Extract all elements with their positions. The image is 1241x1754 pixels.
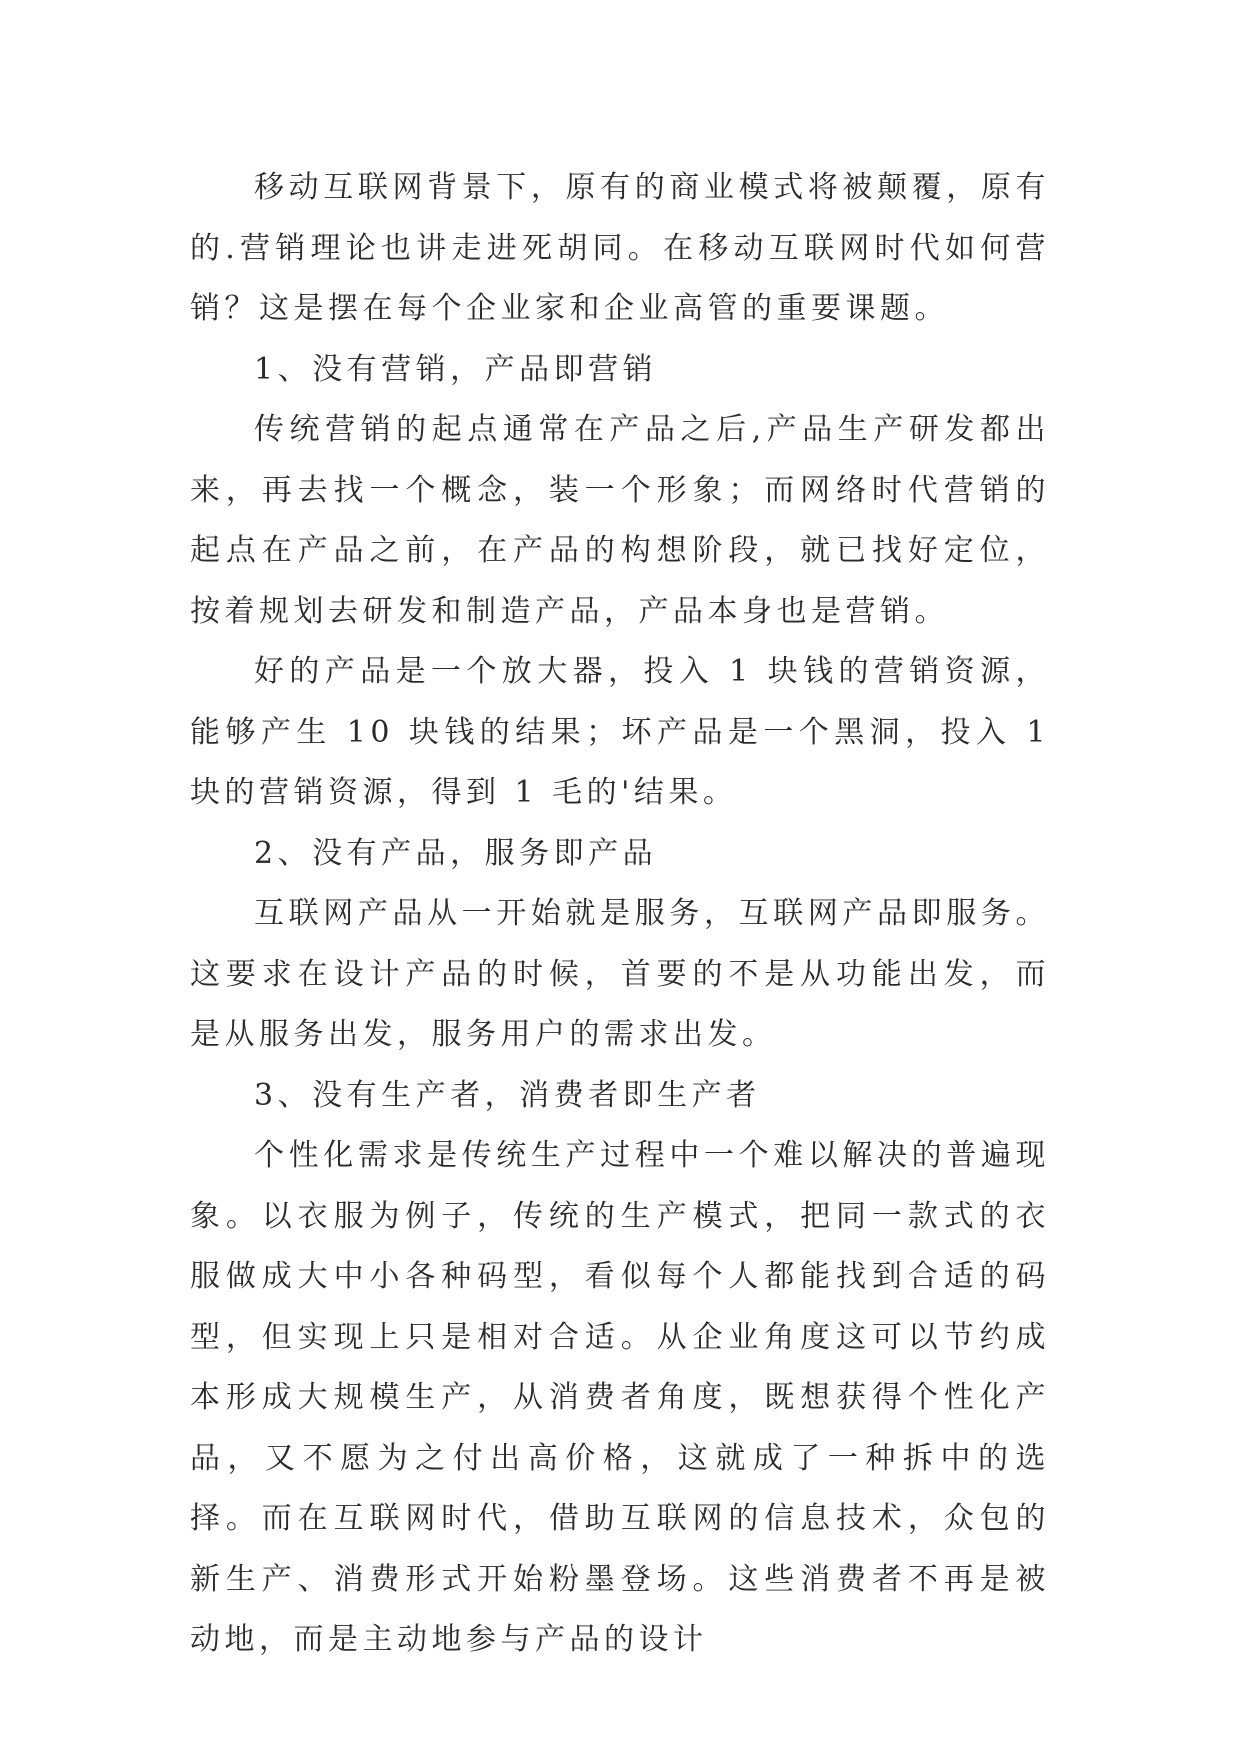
section-2-paragraph-1: 互联网产品从一开始就是服务，互联网产品即服务。这要求在设计产品的时候，首要的不是从功能出发，而是从服务出发，服务用户的需求出发。 — [190, 896, 1050, 1052]
section-1-paragraph-2: 好的产品是一个放大器，投入 1 块钱的营销资源，能够产生 10 块钱的结果；坏产品是一个黑洞，投入 1 块的营销资源，得到 1 毛的'结果。 — [190, 654, 1050, 810]
section-heading-3: 3、没有生产者，消费者即生产者 — [254, 1077, 761, 1113]
section-heading-2: 2、没有产品，服务即产品 — [254, 835, 658, 871]
section-1-paragraph-1: 传统营销的起点通常在产品之后,产品生产研发都出来，再去找一个概念，装一个形象；而网络时代营销的起点在产品之前，在产品的构想阶段，就已找好定位，按着规划去研发和制造产品，产品本身也是营销。 — [190, 412, 1050, 629]
document-body — [190, 158, 1050, 1671]
section-heading-1: 1、没有营销，产品即营销 — [254, 351, 658, 387]
section-3-paragraph-1: 个性化需求是传统生产过程中一个难以解决的普遍现象。以衣服为例子，传统的生产模式，把同一款式的衣服做成大中小各种码型，看似每个人都能找到合适的码型，但实现上只是相对合适。从企业角度这可以节约成本形成大规模生产，从消费者角度，既想获得个性化产品，又不愿为之付出高价格，这就成了一种拆中的选择。而在互联网时代，借助互联网的信息技术，众包的新生产、消费形式开始粉墨登场。这些消费者不再是被动地，而是主动地参与产品的设计 — [190, 1138, 1050, 1657]
intro-paragraph: 移动互联网背景下，原有的商业模式将被颠覆，原有的.营销理论也讲走进死胡同。在移动互联网时代如何营销？这是摆在每个企业家和企业高管的重要课题。 — [190, 170, 1050, 326]
